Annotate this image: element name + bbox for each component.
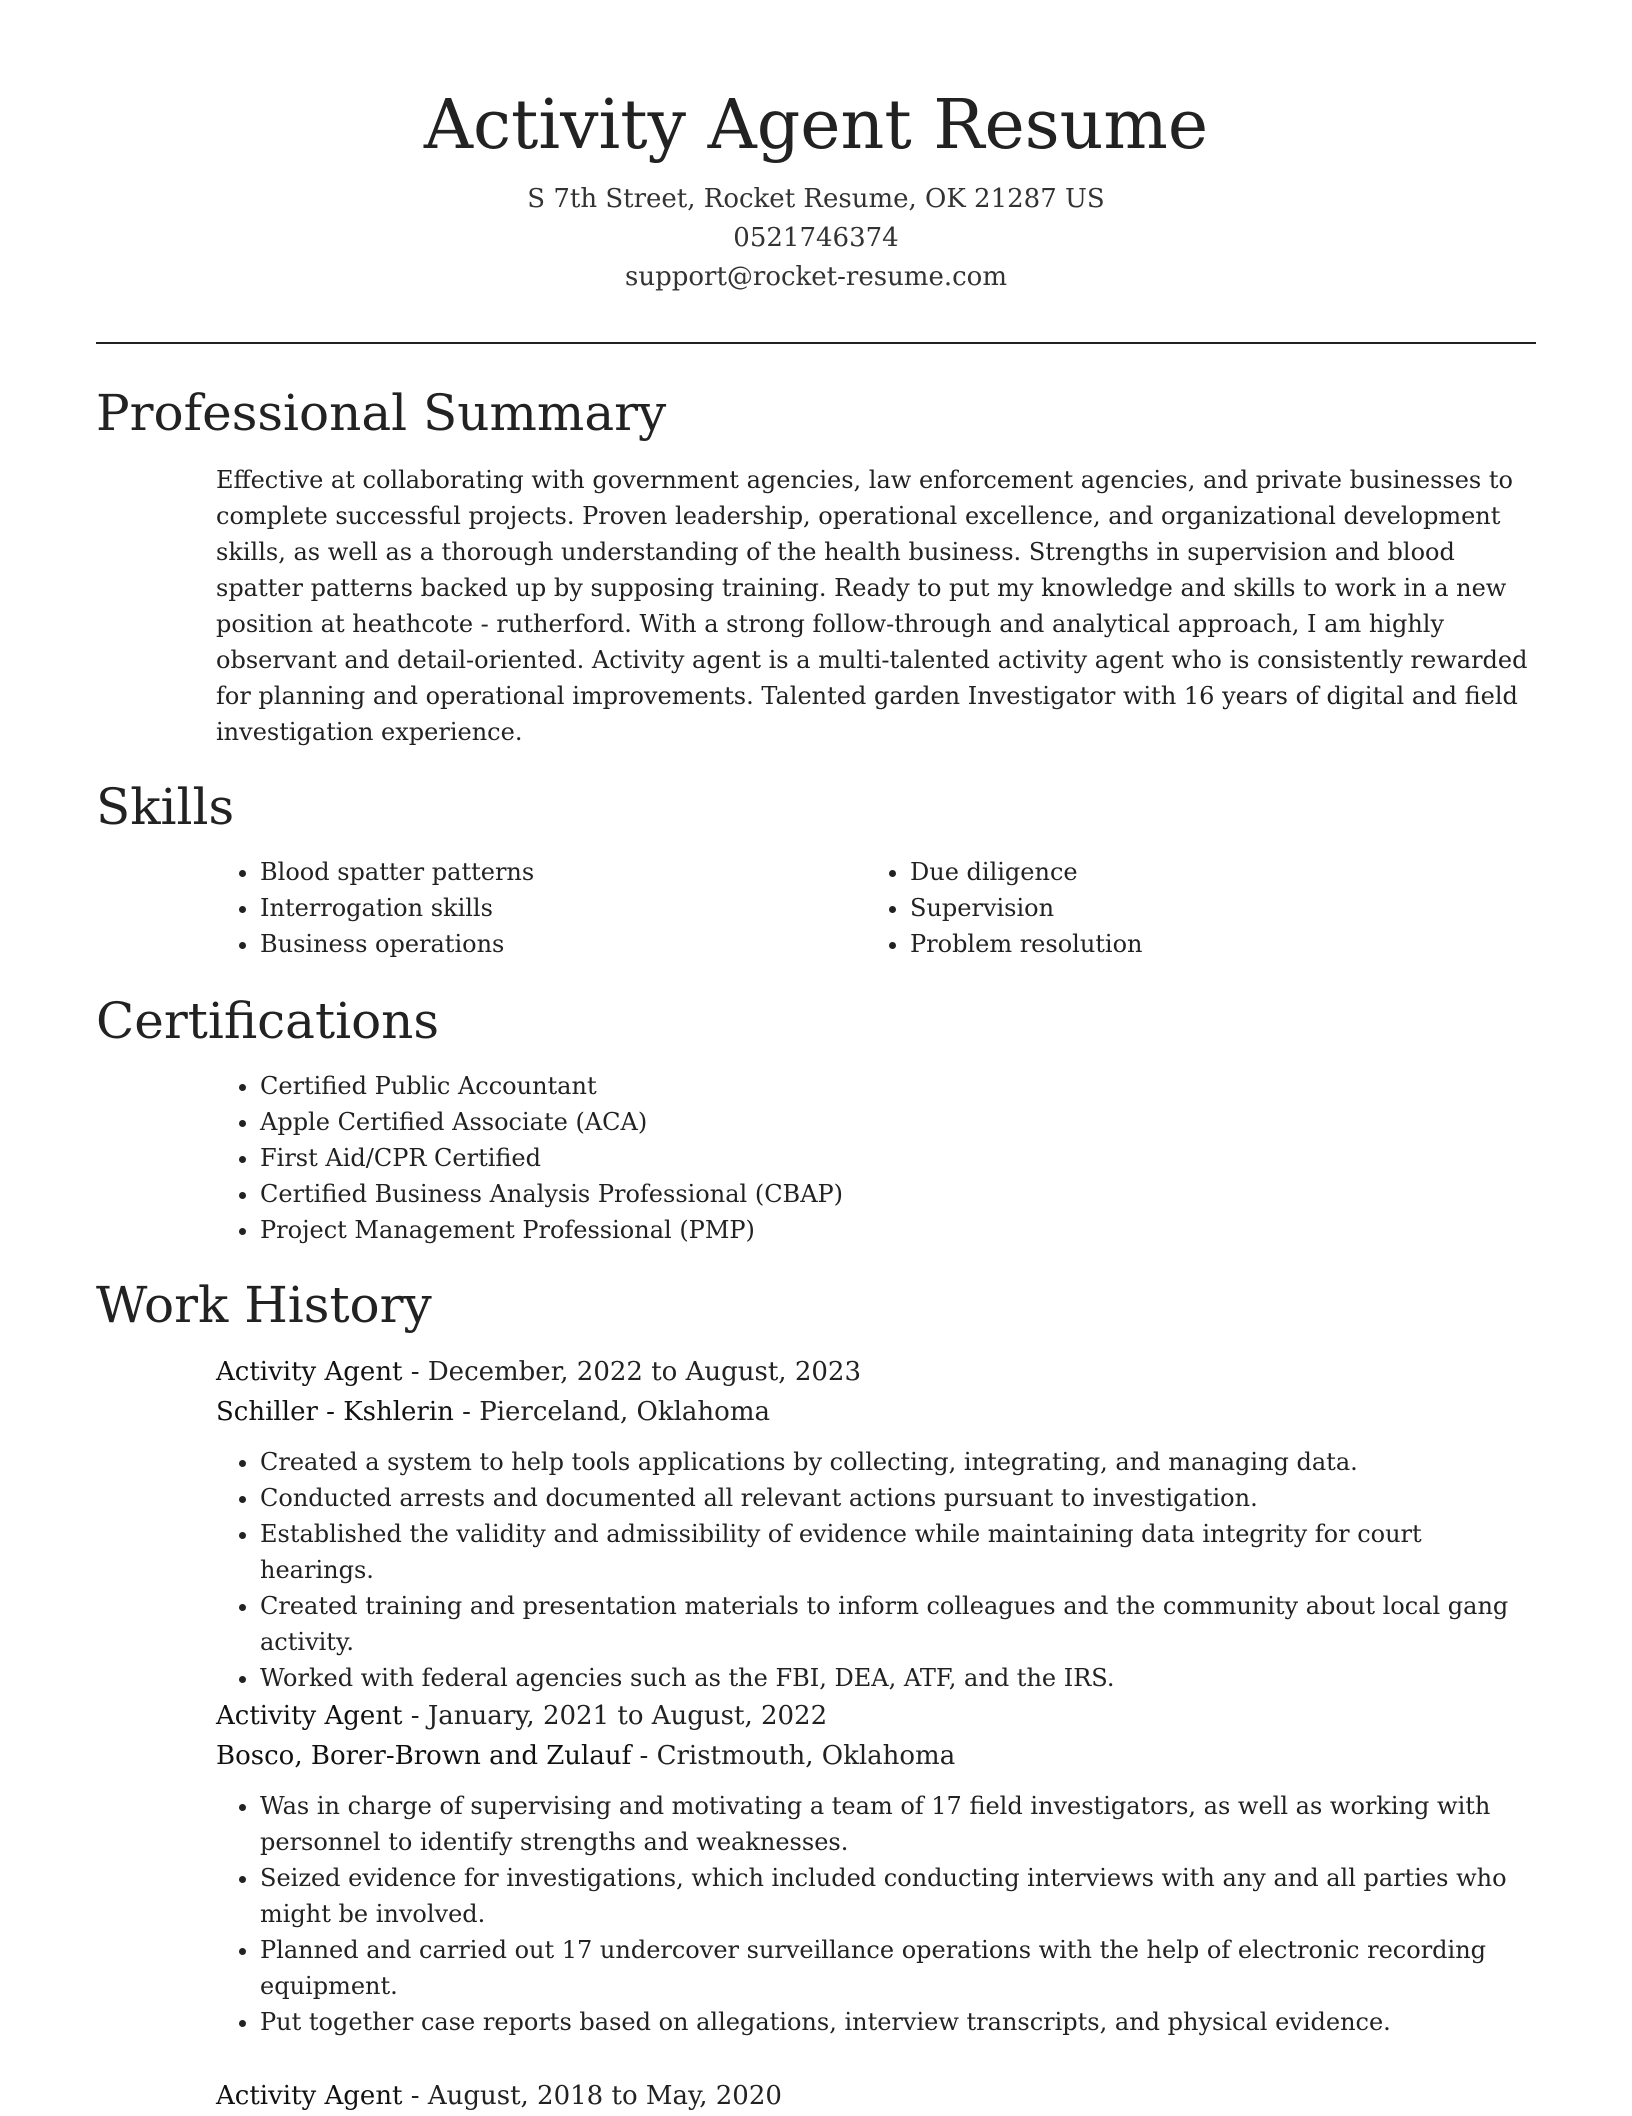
job-dates: - January, 2021 to August, 2022 [402,1701,828,1731]
certification-item: • First Aid/CPR Certified [260,1140,1542,1176]
job-bullets [216,1788,1542,2040]
email: support@rocket-resume.com [624,262,1007,292]
skill-item: • Problem resolution [910,926,1486,962]
job-bullet: • Created a system to help tools applications by collecting, integrating, and managing data. [260,1444,1542,1480]
job-entry [216,2076,1542,2116]
job-bullet: • Put together case reports based on allegations, interview transcripts, and physical evidence. [260,2004,1542,2040]
certifications-heading: Certifications [96,992,440,1050]
skill-item: • Supervision [910,890,1486,926]
summary-text: Effective at collaborating with government agencies, law enforcement agencies, and private businesses to complete successful projects. Proven leadership, operational excellence, and organizational development skills, as well as a thorough understanding of the health business. Strengths in supervision and blood spatter patterns backed up by supposing training. Ready to put my knowledge and skills to work in a new position at heathcote - rutherford. With a strong follow-through and analytical approach, I am highly observant and detail-oriented. Activity agent is a multi-talented activity agent who is consistently rewarded for planning and operational improvements. Talented garden Investigator with 16 years of digital and field investigation experience. [216,466,1528,746]
certifications-list [216,1068,1542,1248]
job-company-line [216,1392,1542,1432]
address: S 7th Street, Rocket Resume, OK 21287 US [527,184,1105,214]
job-entry [216,1696,1542,2040]
job-bullet: • Established the validity and admissibility of evidence while maintaining data integrity for court hearings. [260,1516,1542,1588]
job-bullet: • Created training and presentation materials to inform colleagues and the community about local gang activity. [260,1588,1542,1660]
job-company: Bosco, Borer-Brown and Zulauf [216,1741,632,1771]
header-divider [96,342,1536,344]
job-bullet: • Was in charge of supervising and motivating a team of 17 field investigators, as well as working with personnel to identify strengths and weaknesses. [260,1788,1542,1860]
job-role: Activity Agent [216,1357,403,1387]
skill-item: • Business operations [260,926,836,962]
work-history-heading: Work History [96,1276,432,1334]
job-dates: - December, 2022 to August, 2023 [402,1357,861,1387]
resume-header [0,82,1632,297]
skill-item: • Interrogation skills [260,890,836,926]
skills-column-left [216,854,836,962]
phone: 0521746374 [733,223,899,253]
certification-item: • Project Management Professional (PMP) [260,1212,1542,1248]
job-company: Schiller - Kshlerin [216,1397,454,1427]
job-bullets [216,1444,1542,1696]
certification-item: • Certified Public Accountant [260,1068,1542,1104]
job-role: Activity Agent [216,2081,403,2111]
job-title-line [216,1696,1542,1736]
job-company-line [216,1736,1542,1776]
certification-item: • Apple Certified Associate (ACA) [260,1104,1542,1140]
job-dates: - August, 2018 to May, 2020 [402,2081,782,2111]
job-entry [216,1352,1542,1696]
skills-heading: Skills [96,778,235,836]
job-bullet: • Worked with federal agencies such as the FBI, DEA, ATF, and the IRS. [260,1660,1542,1696]
skill-item: • Blood spatter patterns [260,854,836,890]
summary-heading: Professional Summary [96,384,667,442]
job-location: - Pierceland, Oklahoma [453,1397,770,1427]
skill-item: • Due diligence [910,854,1486,890]
job-title-line [216,2076,1542,2116]
job-bullet: • Planned and carried out 17 undercover surveillance operations with the help of electronic recording equipment. [260,1932,1542,2004]
job-location: - Cristmouth, Oklahoma [631,1741,956,1771]
certification-item: • Certified Business Analysis Professional (CBAP) [260,1176,1542,1212]
resume-title: Activity Agent Resume [423,86,1209,165]
job-bullet: • Conducted arrests and documented all relevant actions pursuant to investigation. [260,1480,1542,1516]
job-title-line [216,1352,1542,1392]
skills-column-right [866,854,1486,962]
job-role: Activity Agent [216,1701,403,1731]
job-bullet: • Seized evidence for investigations, which included conducting interviews with any and all parties who might be involved. [260,1860,1542,1932]
